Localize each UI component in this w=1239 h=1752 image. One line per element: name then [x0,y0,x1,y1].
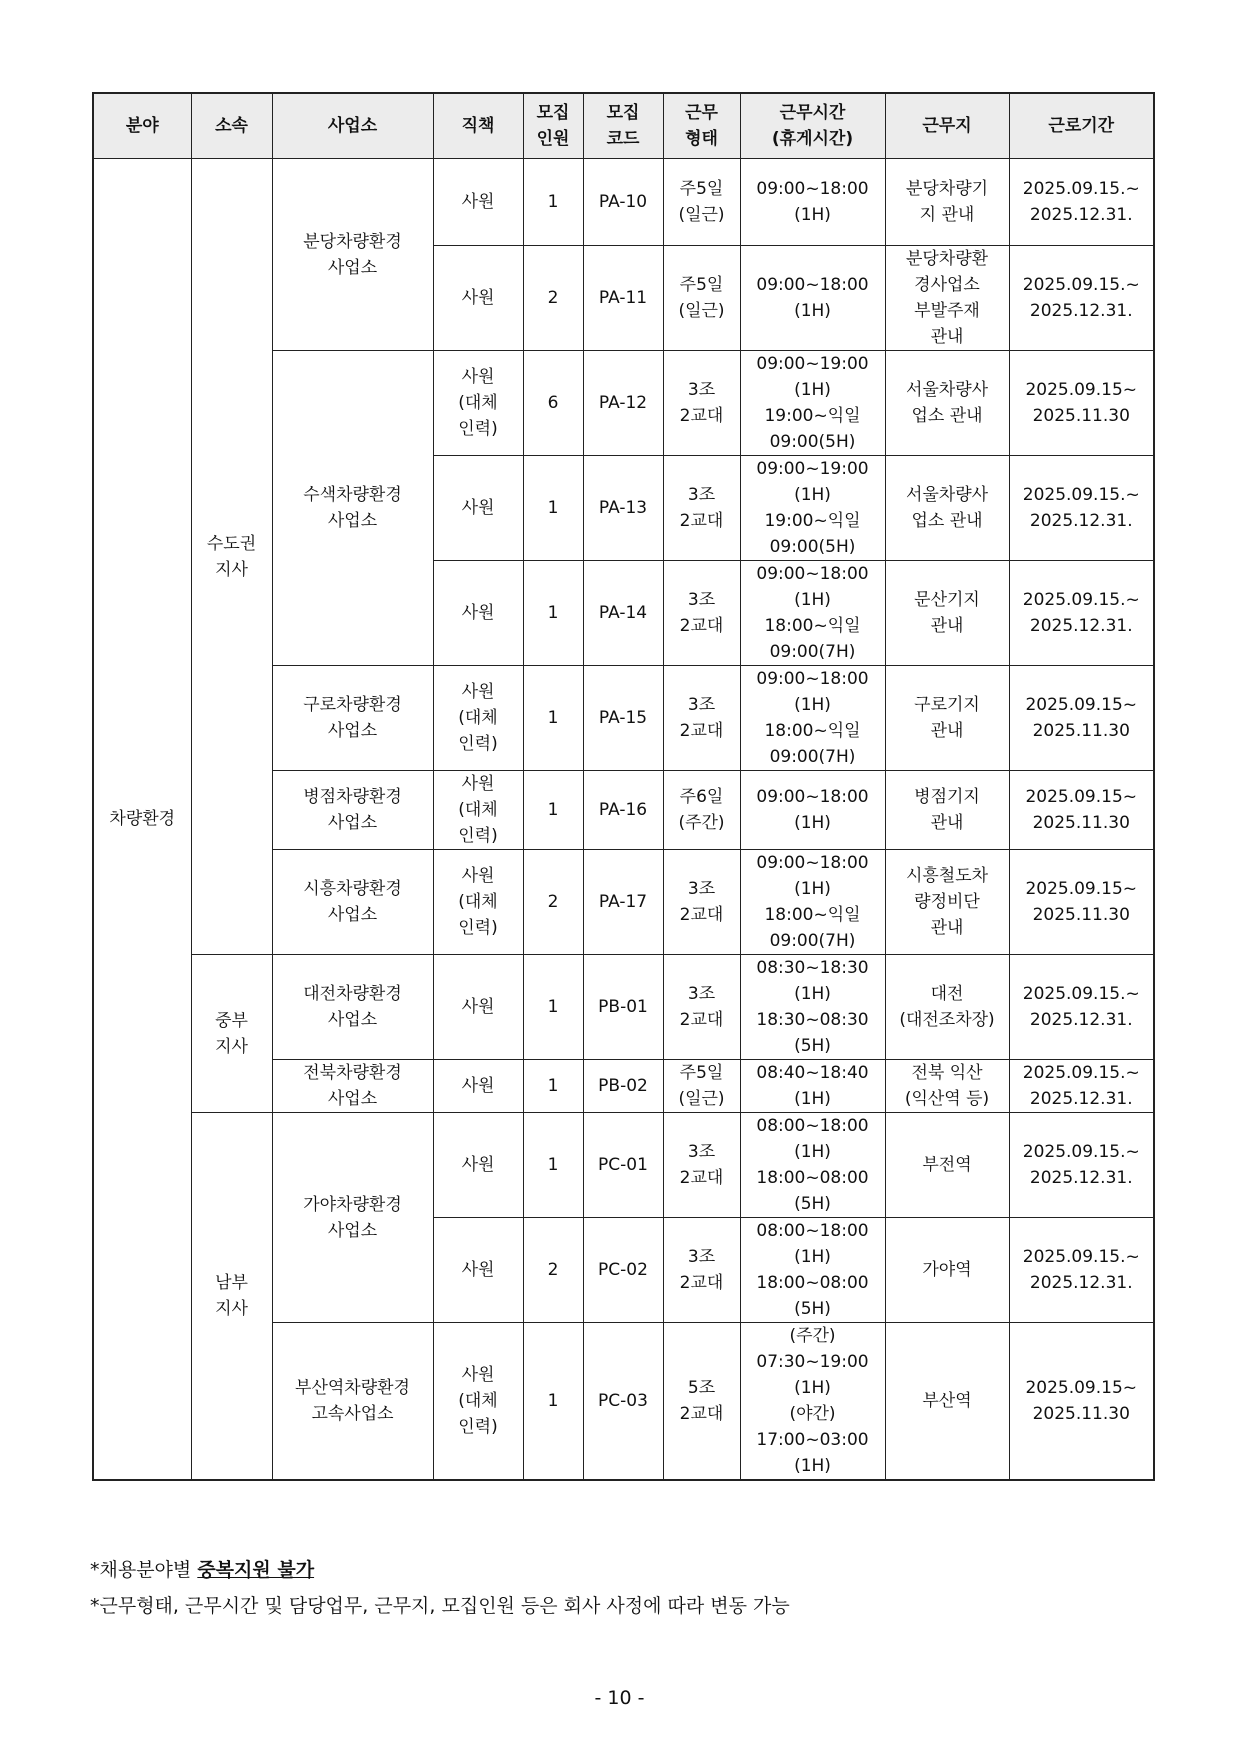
count-cell: 1 [523,159,583,246]
work-type-cell: 3조 2교대 [663,1113,740,1218]
position-cell: 사원 [433,159,523,246]
period-cell: 2025.09.15~ 2025.11.30 [1009,666,1154,771]
period-cell: 2025.09.15.~ 2025.12.31. [1009,1218,1154,1323]
work-hours-cell: 09:00~18:00 (1H) [740,771,885,850]
period-cell: 2025.09.15.~ 2025.12.31. [1009,456,1154,561]
recruitment-table [92,92,1155,1481]
count-cell: 1 [523,561,583,666]
period-cell: 2025.09.15.~ 2025.12.31. [1009,1113,1154,1218]
count-cell: 1 [523,771,583,850]
code-cell: PA-16 [583,771,663,850]
header-period: 근로기간 [1009,93,1154,159]
count-cell: 1 [523,666,583,771]
work-type-cell: 3조 2교대 [663,561,740,666]
position-cell: 사원 [433,246,523,351]
work-hours-cell: 09:00~19:00 (1H) 19:00~익일 09:00(5H) [740,351,885,456]
code-cell: PC-03 [583,1323,663,1481]
office-cell: 전북차량환경 사업소 [272,1060,433,1113]
office-cell: 병점차량환경 사업소 [272,771,433,850]
period-cell: 2025.09.15.~ 2025.12.31. [1009,955,1154,1060]
field-cell: 차량환경 [93,159,191,1481]
period-cell: 2025.09.15~ 2025.11.30 [1009,1323,1154,1481]
code-cell: PA-10 [583,159,663,246]
code-cell: PA-11 [583,246,663,351]
office-cell: 대전차량환경 사업소 [272,955,433,1060]
note-variation: *근무형태, 근무시간 및 담당업무, 근무지, 모집인원 등은 회사 사정에 따라 변동 가능 [90,1595,790,1617]
code-cell: PA-17 [583,850,663,955]
office-cell: 분당차량환경 사업소 [272,159,433,351]
work-hours-cell: 09:00~18:00 (1H) 18:00~익일 09:00(7H) [740,666,885,771]
table-row [93,955,1154,1060]
count-cell: 1 [523,1113,583,1218]
position-cell: 사원 (대체 인력) [433,850,523,955]
work-hours-cell: 09:00~18:00 (1H) 18:00~익일 09:00(7H) [740,561,885,666]
notes [90,1552,790,1624]
header-count: 모집 인원 [523,93,583,159]
location-cell: 구로기지 관내 [885,666,1009,771]
count-cell: 1 [523,1060,583,1113]
position-cell: 사원 (대체 인력) [433,771,523,850]
period-cell: 2025.09.15~ 2025.11.30 [1009,771,1154,850]
location-cell: 가야역 [885,1218,1009,1323]
header-code: 모집 코드 [583,93,663,159]
page-number: - 10 - [594,1687,645,1709]
position-cell: 사원 [433,955,523,1060]
work-type-cell: 주5일 (일근) [663,1060,740,1113]
position-cell: 사원 (대체 인력) [433,351,523,456]
work-type-cell: 3조 2교대 [663,1218,740,1323]
header-office: 사업소 [272,93,433,159]
header-location: 근무지 [885,93,1009,159]
work-hours-cell: 09:00~18:00 (1H) [740,246,885,351]
office-cell: 가야차량환경 사업소 [272,1113,433,1323]
code-cell: PB-01 [583,955,663,1060]
period-cell: 2025.09.15.~ 2025.12.31. [1009,1060,1154,1113]
position-cell: 사원 [433,561,523,666]
work-type-cell: 주6일 (주간) [663,771,740,850]
code-cell: PA-14 [583,561,663,666]
count-cell: 2 [523,850,583,955]
branch-cell: 중부 지사 [191,955,272,1113]
branch-cell: 남부 지사 [191,1113,272,1481]
location-cell: 시흥철도차 량정비단 관내 [885,850,1009,955]
header-field: 분야 [93,93,191,159]
note-duplicate-emphasis: 중복지원 불가 [197,1559,315,1581]
count-cell: 2 [523,246,583,351]
location-cell: 부전역 [885,1113,1009,1218]
note-duplicate [90,1552,790,1588]
work-hours-cell: 08:30~18:30 (1H) 18:30~08:30 (5H) [740,955,885,1060]
location-cell: 서울차량사 업소 관내 [885,351,1009,456]
work-hours-cell: 09:00~18:00 (1H) [740,159,885,246]
work-type-cell: 5조 2교대 [663,1323,740,1481]
period-cell: 2025.09.15~ 2025.11.30 [1009,351,1154,456]
work-type-cell: 3조 2교대 [663,850,740,955]
office-cell: 부산역차량환경 고속사업소 [272,1323,433,1481]
office-cell: 구로차량환경 사업소 [272,666,433,771]
work-type-cell: 주5일 (일근) [663,246,740,351]
position-cell: 사원 (대체 인력) [433,666,523,771]
branch-cell: 수도권 지사 [191,159,272,955]
work-hours-cell: 09:00~19:00 (1H) 19:00~익일 09:00(5H) [740,456,885,561]
code-cell: PA-15 [583,666,663,771]
header-row [93,93,1154,159]
period-cell: 2025.09.15.~ 2025.12.31. [1009,561,1154,666]
work-hours-cell: 08:00~18:00 (1H) 18:00~08:00 (5H) [740,1113,885,1218]
work-hours-cell: (주간) 07:30~19:00 (1H) (야간) 17:00~03:00 (1H) [740,1323,885,1481]
count-cell: 2 [523,1218,583,1323]
period-cell: 2025.09.15.~ 2025.12.31. [1009,246,1154,351]
position-cell: 사원 [433,1060,523,1113]
work-hours-cell: 08:00~18:00 (1H) 18:00~08:00 (5H) [740,1218,885,1323]
location-cell: 대전 (대전조차장) [885,955,1009,1060]
note-duplicate-prefix: *채용분야별 [90,1559,198,1581]
header-branch: 소속 [191,93,272,159]
position-cell: 사원 [433,1218,523,1323]
work-type-cell: 3조 2교대 [663,955,740,1060]
code-cell: PA-12 [583,351,663,456]
code-cell: PB-02 [583,1060,663,1113]
office-cell: 수색차량환경 사업소 [272,351,433,666]
code-cell: PC-01 [583,1113,663,1218]
location-cell: 전북 익산 (익산역 등) [885,1060,1009,1113]
work-type-cell: 3조 2교대 [663,351,740,456]
code-cell: PC-02 [583,1218,663,1323]
table-row [93,159,1154,246]
period-cell: 2025.09.15.~ 2025.12.31. [1009,159,1154,246]
count-cell: 1 [523,456,583,561]
work-hours-cell: 08:40~18:40 (1H) [740,1060,885,1113]
header-work-type: 근무 형태 [663,93,740,159]
table-row [93,1113,1154,1218]
work-hours-cell: 09:00~18:00 (1H) 18:00~익일 09:00(7H) [740,850,885,955]
work-type-cell: 3조 2교대 [663,456,740,561]
location-cell: 서울차량사 업소 관내 [885,456,1009,561]
location-cell: 분당차량환 경사업소 부발주재 관내 [885,246,1009,351]
position-cell: 사원 [433,456,523,561]
header-work-hours: 근무시간 (휴게시간) [740,93,885,159]
code-cell: PA-13 [583,456,663,561]
header-position: 직책 [433,93,523,159]
position-cell: 사원 [433,1113,523,1218]
work-type-cell: 3조 2교대 [663,666,740,771]
location-cell: 문산기지 관내 [885,561,1009,666]
location-cell: 병점기지 관내 [885,771,1009,850]
count-cell: 1 [523,1323,583,1481]
count-cell: 6 [523,351,583,456]
location-cell: 분당차량기 지 관내 [885,159,1009,246]
count-cell: 1 [523,955,583,1060]
position-cell: 사원 (대체 인력) [433,1323,523,1481]
work-type-cell: 주5일 (일근) [663,159,740,246]
office-cell: 시흥차량환경 사업소 [272,850,433,955]
location-cell: 부산역 [885,1323,1009,1481]
period-cell: 2025.09.15~ 2025.11.30 [1009,850,1154,955]
